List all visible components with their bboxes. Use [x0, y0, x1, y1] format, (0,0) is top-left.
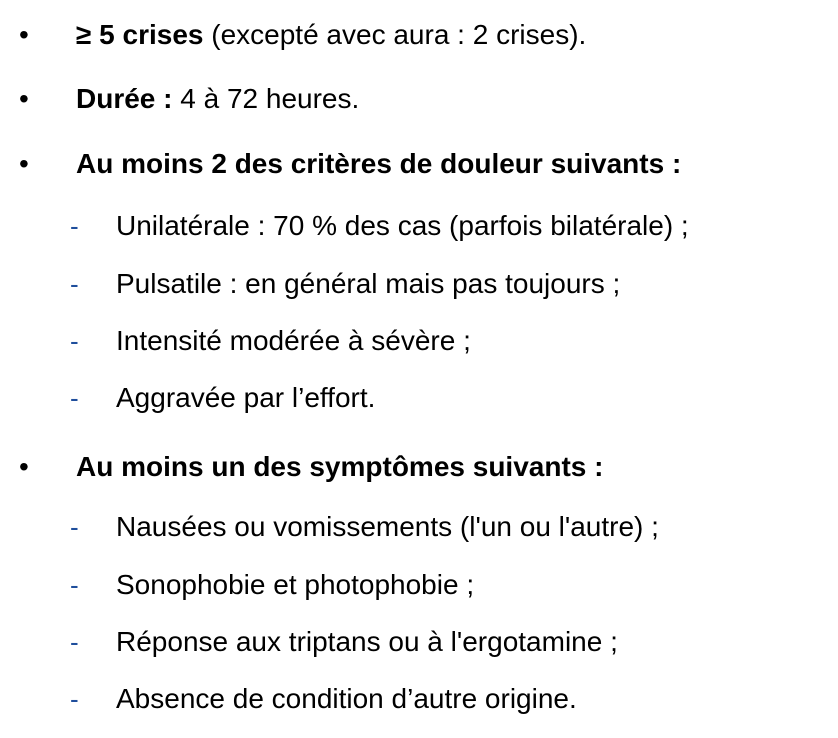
item-bold-text: Au moins un des symptômes suivants :: [76, 451, 604, 482]
dash-icon: -: [70, 684, 79, 714]
dash-icon: -: [70, 211, 79, 241]
item-text: [76, 144, 681, 184]
item-bold-text: Durée :: [76, 83, 173, 114]
sub-item-text: Aggravée par l’effort.: [116, 382, 376, 413]
sub-item-text: Intensité modérée à sévère ;: [116, 325, 471, 356]
item-text: [76, 447, 603, 487]
sub-item-text: Unilatérale : 70 % des cas (parfois bilatérale) ;: [116, 210, 689, 241]
dash-icon: -: [70, 269, 79, 299]
item-bold-text: ≥ 5 crises: [76, 19, 204, 50]
dash-icon: -: [70, 326, 79, 356]
bullet-icon: •: [19, 83, 29, 114]
dash-icon: -: [70, 383, 79, 413]
dash-icon: -: [70, 627, 79, 657]
sub-item-text: Réponse aux triptans ou à l'ergotamine ;: [116, 626, 618, 657]
dash-icon: -: [70, 570, 79, 600]
bullet-icon: •: [19, 148, 29, 179]
item-text: [76, 15, 586, 55]
dash-icon: -: [70, 512, 79, 542]
sub-item-text: Nausées ou vomissements (l'un ou l'autre) ;: [116, 511, 659, 542]
item-rest-text: (excepté avec aura : 2 crises).: [203, 19, 587, 50]
sub-item-text: Sonophobie et photophobie ;: [116, 569, 475, 600]
item-rest-text: 4 à 72 heures.: [172, 83, 360, 114]
sub-item-text: Pulsatile : en général mais pas toujours ;: [116, 268, 621, 299]
bullet-icon: •: [19, 451, 29, 482]
bullet-icon: •: [19, 19, 29, 50]
item-text: [76, 79, 359, 119]
sub-item-text: Absence de condition d’autre origine.: [116, 683, 577, 714]
item-bold-text: Au moins 2 des critères de douleur suivants :: [76, 148, 682, 179]
